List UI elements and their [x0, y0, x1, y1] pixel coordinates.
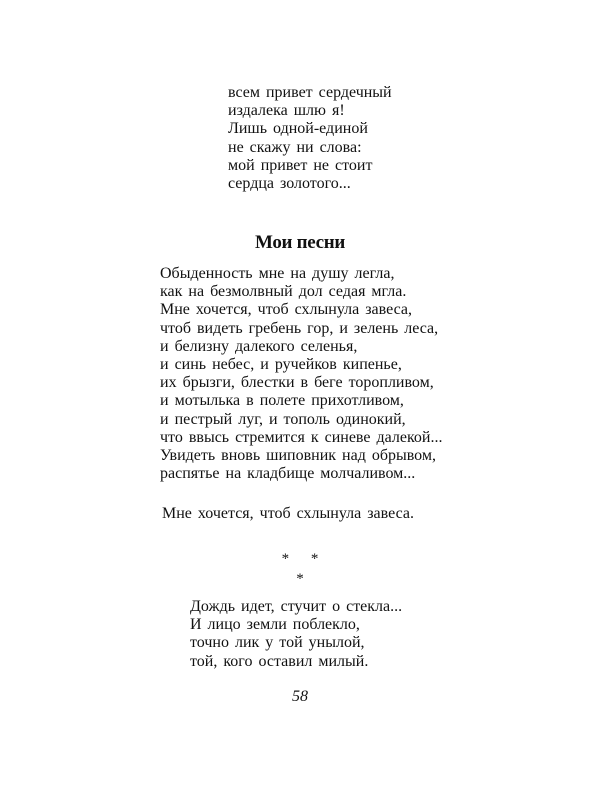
- verse-line: И лицо земли поблекло,: [190, 616, 360, 634]
- verse-line: как на безмолвный дол седая мгла.: [160, 283, 407, 301]
- verse-line: Мне хочется, чтоб схлынула завеса,: [160, 301, 412, 319]
- verse-line: Лишь одной-единой: [228, 120, 368, 138]
- verse-line: и синь небес, и ручейков кипенье,: [160, 356, 402, 374]
- poem-stanza: [160, 265, 442, 483]
- verse-line: не скажу ни слова:: [228, 138, 362, 156]
- refrain-line: Мне хочется, чтоб схлынула завеса.: [162, 505, 414, 522]
- verse-line: чтоб видеть гребень гор, и зелень леса,: [160, 319, 439, 337]
- asterism-row: *: [296, 571, 304, 587]
- verse-line: и пестрый луг, и тополь одинокий,: [160, 410, 406, 428]
- verse-line: что ввысь стремится к синеве далекой...: [160, 428, 443, 446]
- verse-line: распятье на кладбище молчаливом...: [160, 465, 416, 483]
- asterism-separator: [0, 549, 600, 589]
- verse-line: Дождь идет, стучит о стекла...: [190, 598, 403, 615]
- page-number: 58: [292, 688, 308, 705]
- asterism-row: * *: [281, 551, 319, 567]
- rain-stanza: [190, 598, 402, 671]
- verse-line: издалека шлю я!: [228, 102, 345, 120]
- verse-line: их брызги, блестки в беге торопливом,: [160, 374, 434, 392]
- poem-title: Мои песни: [254, 232, 346, 253]
- top-stanza: [228, 84, 392, 193]
- verse-line: Обыденность мне на душу легла,: [160, 265, 395, 282]
- verse-line: мой привет не стоит: [228, 156, 373, 174]
- verse-line: сердца золотого...: [228, 175, 351, 193]
- verse-line: точно лик у той унылой,: [190, 634, 365, 652]
- verse-line: той, кого оставил милый.: [190, 652, 369, 670]
- verse-line: Увидеть вновь шиповник над обрывом,: [160, 447, 436, 465]
- verse-line: и мотылька в полете прихотливом,: [160, 392, 404, 410]
- verse-line: и белизну далекого селенья,: [160, 337, 358, 355]
- verse-line: всем привет сердечный: [228, 84, 392, 101]
